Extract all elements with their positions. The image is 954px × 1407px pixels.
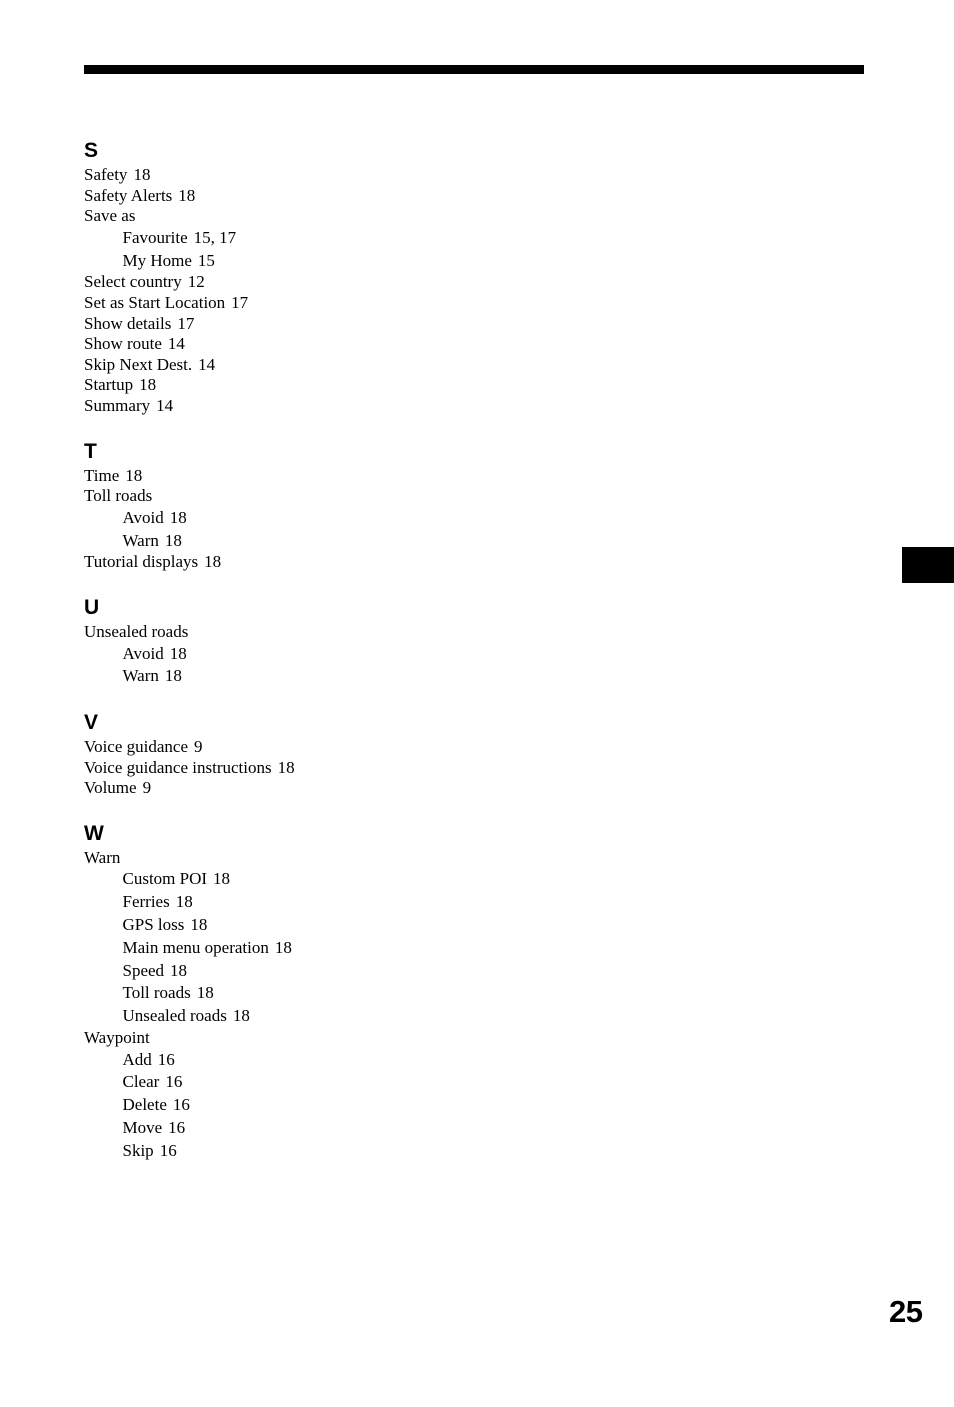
entry-term: Ferries xyxy=(122,892,170,912)
index-section-t xyxy=(84,438,584,573)
entry-page-ref: 18 xyxy=(139,375,157,395)
entry-term: GPS loss xyxy=(122,915,185,935)
entry-page-ref: 18 xyxy=(170,960,188,980)
index-entry xyxy=(84,165,584,186)
entry-term: Clear xyxy=(122,1072,160,1092)
entry-term: Warn xyxy=(122,530,159,550)
index-entry xyxy=(84,355,584,376)
index-subentry xyxy=(84,643,584,666)
entry-term: Custom POI xyxy=(122,869,208,889)
entry-page-ref: 18 xyxy=(125,465,143,485)
index-subentry xyxy=(84,982,584,1005)
index-entry xyxy=(84,486,584,507)
index-entry xyxy=(84,206,584,227)
index-section-u xyxy=(84,594,584,688)
entry-page-ref: 16 xyxy=(159,1140,177,1160)
entry-page-ref: 18 xyxy=(175,892,193,912)
index-subentry xyxy=(84,530,584,553)
index-entry xyxy=(84,1028,584,1049)
index-entry xyxy=(84,186,584,207)
entry-page-ref: 18 xyxy=(164,666,182,686)
index-section-v xyxy=(84,709,584,799)
entry-page-ref: 18 xyxy=(178,185,196,205)
index-entry xyxy=(84,848,584,869)
section-letter: W xyxy=(84,821,104,845)
index-entry xyxy=(84,737,584,758)
index-subentry xyxy=(84,1071,584,1094)
index-section-s xyxy=(84,137,584,417)
entry-term: Tutorial displays xyxy=(84,552,199,572)
entry-page-ref: 18 xyxy=(190,915,208,935)
index-subentry xyxy=(84,868,584,891)
section-letter: S xyxy=(84,139,99,162)
entry-term: Save as xyxy=(84,206,136,226)
entry-page-ref: 16 xyxy=(157,1049,175,1069)
entry-page-ref: 18 xyxy=(204,552,222,572)
index-entry xyxy=(84,622,584,643)
entry-term: Show details xyxy=(84,313,172,333)
entry-page-ref: 18 xyxy=(164,530,182,550)
index-entry xyxy=(84,314,584,335)
entry-page-ref: 18 xyxy=(213,869,231,889)
entry-term: Main menu operation xyxy=(122,937,269,957)
entry-term: Toll roads xyxy=(84,486,153,506)
index-entry xyxy=(84,552,584,573)
entry-page-ref: 18 xyxy=(274,937,292,957)
index-subentry xyxy=(84,937,584,960)
index-entry xyxy=(84,758,584,779)
entry-page-ref: 9 xyxy=(142,778,152,798)
section-letter: V xyxy=(84,711,99,735)
entry-term: Skip Next Dest. xyxy=(84,354,193,374)
entry-term: My Home xyxy=(122,250,192,270)
entry-term: Show route xyxy=(84,334,162,354)
entry-page-ref: 15 xyxy=(197,250,215,270)
entry-term: Avoid xyxy=(122,507,164,527)
section-thumb-tab xyxy=(902,547,954,583)
index-entry xyxy=(84,272,584,293)
index-list xyxy=(84,137,584,1184)
index-entry xyxy=(84,375,584,396)
entry-term: Toll roads xyxy=(122,983,191,1003)
entry-page-ref: 14 xyxy=(198,354,216,374)
index-subentry xyxy=(84,914,584,937)
index-section-w xyxy=(84,820,584,1163)
entry-page-ref: 16 xyxy=(168,1118,186,1138)
entry-term: Speed xyxy=(122,960,165,980)
entry-term: Volume xyxy=(84,778,137,798)
entry-term: Unsealed roads xyxy=(84,621,189,641)
index-entry xyxy=(84,334,584,355)
entry-term: Add xyxy=(122,1049,152,1069)
entry-page-ref: 18 xyxy=(169,643,187,663)
entry-page-ref: 16 xyxy=(172,1095,190,1115)
entry-page-ref: 18 xyxy=(133,165,151,184)
entry-term: Favourite xyxy=(122,227,188,247)
entry-term: Startup xyxy=(84,375,134,395)
index-subentry xyxy=(84,227,584,250)
index-subentry xyxy=(84,960,584,983)
entry-term: Warn xyxy=(122,666,159,686)
entry-page-ref: 18 xyxy=(169,507,187,527)
entry-term: Delete xyxy=(122,1095,167,1115)
index-subentry xyxy=(84,1005,584,1028)
index-subentry xyxy=(84,1049,584,1072)
index-subentry xyxy=(84,507,584,530)
entry-term: Safety Alerts xyxy=(84,185,173,205)
entry-term: Warn xyxy=(84,847,121,867)
index-entry xyxy=(84,293,584,314)
index-subentry xyxy=(84,891,584,914)
entry-term: Summary xyxy=(84,395,151,415)
index-subentry xyxy=(84,665,584,688)
index-entry xyxy=(84,466,584,487)
entry-term: Avoid xyxy=(122,643,164,663)
entry-page-ref: 12 xyxy=(187,272,205,292)
index-subentry xyxy=(84,250,584,273)
index-entry xyxy=(84,778,584,799)
entry-page-ref: 9 xyxy=(194,737,203,757)
page-number: 25 xyxy=(889,1294,923,1329)
entry-page-ref: 14 xyxy=(167,334,185,354)
entry-term: Safety xyxy=(84,165,128,184)
entry-page-ref: 18 xyxy=(196,983,214,1003)
entry-term: Voice guidance instructions xyxy=(84,757,272,777)
entry-page-ref: 17 xyxy=(231,292,249,312)
entry-term: Set as Start Location xyxy=(84,292,226,312)
entry-page-ref: 15, 17 xyxy=(193,227,237,247)
section-letter: U xyxy=(84,595,100,619)
index-subentry xyxy=(84,1117,584,1140)
entry-term: Voice guidance xyxy=(84,737,189,757)
entry-page-ref: 14 xyxy=(156,395,174,415)
index-subentry xyxy=(84,1140,584,1163)
entry-page-ref: 18 xyxy=(277,757,295,777)
entry-term: Unsealed roads xyxy=(122,1006,227,1026)
entry-page-ref: 18 xyxy=(232,1006,250,1026)
top-rule xyxy=(84,65,864,74)
entry-term: Skip xyxy=(122,1140,154,1160)
index-subentry xyxy=(84,1094,584,1117)
index-entry xyxy=(84,396,584,417)
entry-term: Select country xyxy=(84,272,182,292)
entry-page-ref: 17 xyxy=(177,313,195,333)
entry-page-ref: 16 xyxy=(165,1072,183,1092)
entry-term: Time xyxy=(84,465,120,485)
entry-term: Waypoint xyxy=(84,1028,150,1048)
section-letter: T xyxy=(84,439,97,463)
entry-term: Move xyxy=(122,1118,163,1138)
